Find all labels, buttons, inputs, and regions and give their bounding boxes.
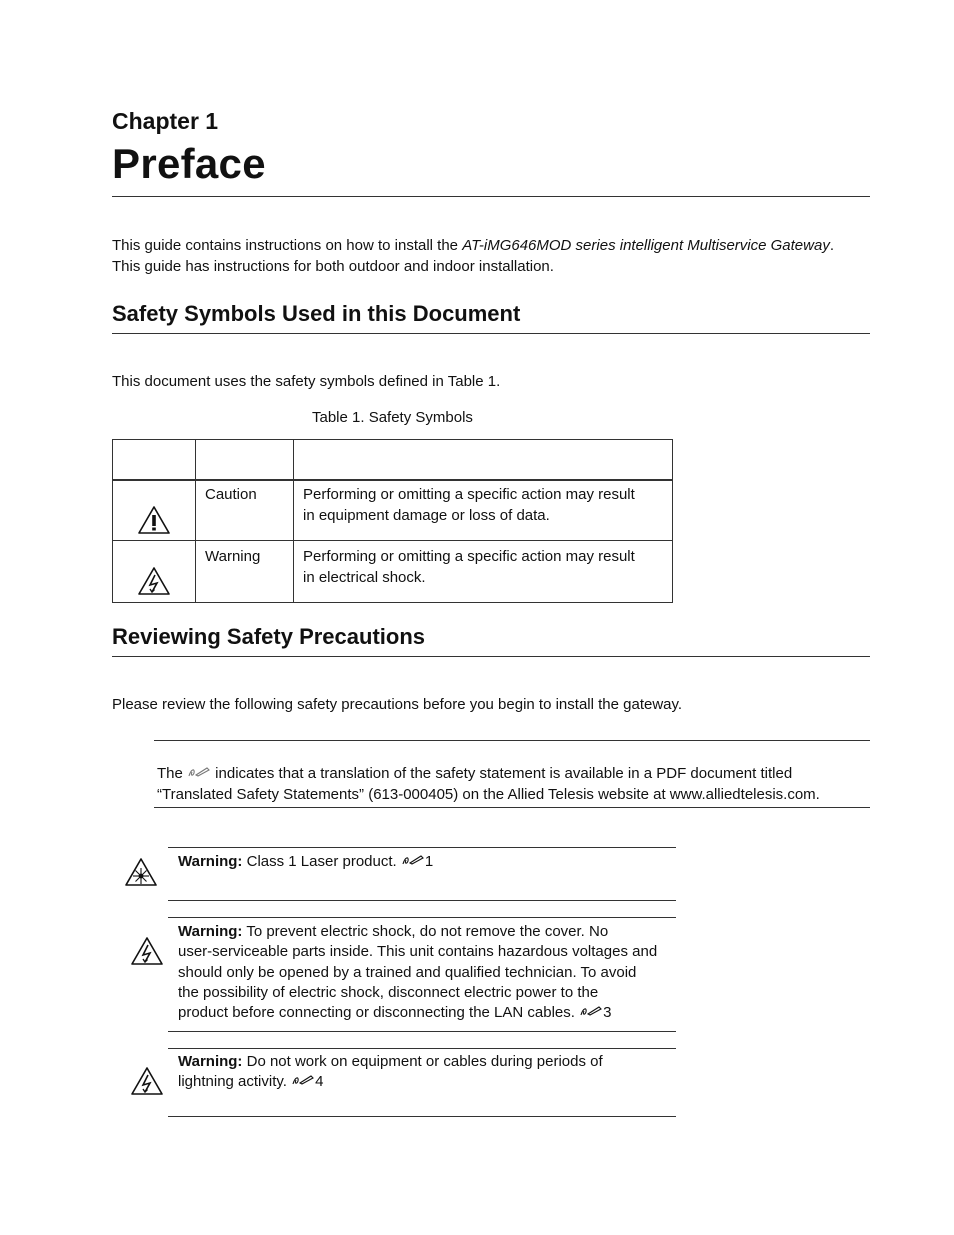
table-icon-cell: [113, 480, 196, 541]
translation-pen-icon: [401, 854, 425, 866]
translation-pen-icon: [187, 766, 211, 778]
lightning-warning: [178, 1052, 676, 1093]
warning-top-rule: [168, 847, 676, 848]
warning-text: user-serviceable parts inside. This unit contains hazardous voltages and: [178, 943, 658, 961]
chapter-label: Chapter 1: [112, 108, 219, 134]
description-line: in equipment damage or loss of data.: [303, 506, 550, 524]
description-line: Performing or omitting a specific action may result: [303, 548, 635, 565]
caution-label: Caution: [205, 486, 257, 503]
warning-text: the possibility of electric shock, disconnect electric power to the: [178, 983, 599, 1001]
note-top-rule: [154, 740, 870, 741]
table-description-cell: [294, 541, 673, 603]
note-bottom-rule: [154, 807, 870, 808]
translation-number: 4: [315, 1073, 324, 1091]
description-line: Performing or omitting a specific action may result: [303, 486, 635, 503]
warning-top-rule: [168, 1048, 676, 1049]
description-line: in electrical shock.: [303, 568, 426, 586]
translation-pen-icon: [291, 1074, 315, 1086]
warning-bottom-rule: [168, 1116, 676, 1117]
intro-paragraph: [112, 236, 872, 277]
table-label-cell: [196, 541, 294, 603]
table-header-cell: [113, 440, 196, 481]
chapter-divider: [112, 196, 870, 197]
precautions-heading: Reviewing Safety Precautions: [112, 624, 425, 649]
warning-label: Warning: [205, 548, 261, 565]
note-prefix: The: [157, 765, 188, 782]
warning-label: Warning:: [178, 853, 243, 870]
electric-shock-icon: [130, 936, 164, 966]
safety-symbols-table: [112, 439, 673, 603]
warning-label: Warning:: [178, 923, 243, 940]
safety-symbols-heading: Safety Symbols Used in this Document: [112, 301, 521, 326]
table-row: [113, 541, 673, 603]
translation-number: 1: [424, 853, 434, 870]
laser-warning: [178, 852, 676, 872]
table-icon-cell: [113, 541, 196, 603]
note-suffix: indicates that a translation of the safety statement is available in a PDF document titled: [211, 765, 793, 782]
warning-text: Do not work on equipment or cables during periods of: [242, 1053, 603, 1070]
precautions-text: Please review the following safety precautions before you begin to install the gateway.: [112, 696, 683, 713]
warning-text: lightning activity.: [178, 1073, 292, 1091]
warning-label: Warning:: [178, 1053, 243, 1070]
warning-description: [294, 541, 672, 588]
caution-icon: [137, 505, 171, 535]
warning-text: product before connecting or disconnecting the LAN cables.: [178, 1004, 580, 1022]
warning-text: Class 1 Laser product.: [242, 853, 401, 870]
product-name: AT-iMG646MOD series intelligent Multiservice Gateway: [462, 237, 830, 254]
translation-note: [157, 764, 870, 805]
intro-prefix: This guide contains instructions on how to install the: [112, 237, 463, 254]
chapter-title: Preface: [112, 140, 266, 187]
safety-symbols-divider: [112, 333, 870, 334]
translation-pen-icon: [579, 1005, 603, 1017]
table-row: [113, 480, 673, 541]
electric-shock-icon: [130, 1066, 164, 1096]
electric-shock-warning: [178, 922, 676, 1023]
warning-top-rule: [168, 917, 676, 918]
precautions-divider: [112, 656, 870, 657]
translation-number: 3: [603, 1004, 612, 1022]
caution-description: [294, 481, 672, 526]
table-label-cell: [196, 480, 294, 541]
note-line2: “Translated Safety Statements” (613-000405) on the Allied Telesis website at www.alliedtelesis.com.: [157, 785, 820, 803]
intro-line2: This guide has instructions for both outdoor and indoor installation.: [112, 257, 554, 275]
table-header-cell: [294, 440, 673, 481]
table-caption: Table 1. Safety Symbols: [312, 409, 473, 426]
warning-bottom-rule: [168, 900, 676, 901]
laser-icon: [124, 857, 158, 887]
table-header-cell: [196, 440, 294, 481]
intro-suffix: .: [829, 237, 834, 254]
table-header-row: [113, 440, 673, 481]
warning-text: To prevent electric shock, do not remove the cover. No: [242, 923, 609, 940]
safety-symbols-text: This document uses the safety symbols defined in Table 1.: [112, 373, 501, 390]
warning-text: should only be opened by a trained and qualified technician. To avoid: [178, 963, 637, 981]
table-description-cell: [294, 480, 673, 541]
warning-bottom-rule: [168, 1031, 676, 1032]
electric-shock-icon: [137, 566, 171, 596]
